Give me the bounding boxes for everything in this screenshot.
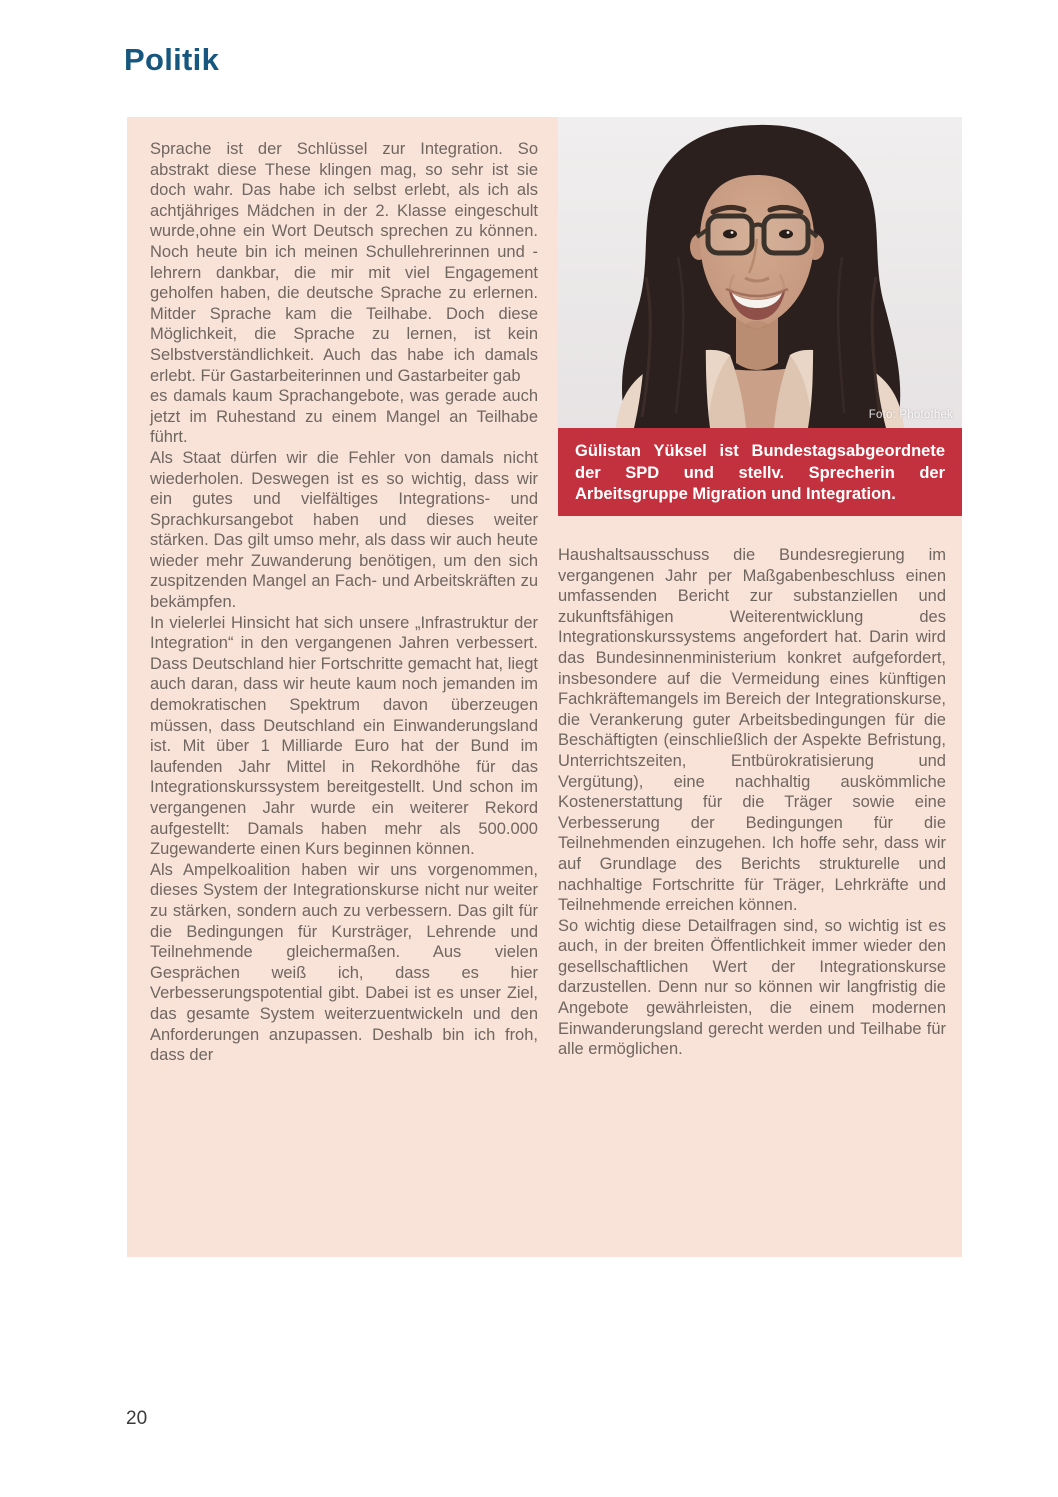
portrait-illustration [558, 117, 962, 428]
photo-caption-text: Gülistan Yüksel ist Bundestagsabgeordnete der SPD und stellv. Sprecherin der Arbeitsgruppe Migration und Integration. [575, 442, 945, 503]
body-paragraph: Haushaltsausschuss die Bundesregierung im vergangenen Jahr per Maßgabenbeschluss einen umfassenden Bericht zur substanziellen und zukunftsfähigen Weiterentwicklung des Integrationskurssystems angefordert hat. Darin wird das Bundesinnenministerium konkret aufgefordert, insbesondere auf die Vermeidung eines künftigen Fachkräftemangels im Bereich der Integrationskurse, die Verankerung guter Arbeitsbedingungen für die Beschäftigten (einschließlich der Aspekte Befristung, Unterrichtszeiten, Entbürokratisierung und Vergütung), eine nachhaltig auskömmliche Kostenerstattung für die Träger sowie eine Verbesserung der Bedingungen für die Teilnehmenden einzugehen. Ich hoffe sehr, dass wir auf Grundlage des Berichts strukturelle und nachhaltige Fortschritte für Träger, Lehrkräfte und Teilnehmende erreichen können. [558, 546, 946, 915]
photo-caption [558, 428, 962, 516]
body-paragraph: Als Ampelkoalition haben wir uns vorgenommen, dieses System der Integrationskurse nicht nur weiter zu stärken, sondern auch zu verbessern. Das gilt für die Bedingungen für Kursträger, Lehrende und Teilnehmende gleichermaßen. Aus vielen Gesprächen weiß ich, dass es hier Verbesserungspotential gibt. Dabei ist es unser Ziel, das gesamte System weiterzuentwickeln und den Anforderungen anzupassen. Deshalb bin ich froh, dass der [150, 860, 538, 1065]
left-column [150, 139, 538, 1066]
body-paragraph: Als Staat dürfen wir die Fehler von damals nicht wiederholen. Deswegen ist es so wichtig, dass wir ein gutes und vielfältiges Integrations- und Sprachkursangebot haben und dieses weiter stärken. Das gilt umso mehr, als dass wir auch heute wieder mehr Zuwanderung benötigen, um den sich zuspitzenden Mangel an Fach- und Arbeitskräften zu bekämpfen. [150, 448, 538, 612]
portrait-photo [558, 117, 962, 428]
body-paragraph: So wichtig diese Detailfragen sind, so wichtig ist es auch, in der breiten Öffentlichkeit immer wieder den gesellschaftlichen Wert der Integrationskurse darzustellen. Denn nur so können wir langfristig die Angebote gewährleisten, die einem modernen Einwanderungsland gerecht werden und Teilhabe für alle ermöglichen. [558, 916, 946, 1059]
right-column [558, 545, 946, 1060]
page-number: 20 [126, 1408, 148, 1429]
body-paragraph: es damals kaum Sprachangebote, was gerade auch jetzt im Ruhestand zu einem Mangel an Teilhabe führt. [150, 387, 538, 447]
body-paragraph: In vielerlei Hinsicht hat sich unsere „Infrastruktur der Integration“ in den vergangenen Jahren verbessert. Dass Deutschland hier Fortschritte gemacht hat, liegt auch daran, dass wir heute kaum noch jemanden im demokratischen Spektrum davon überzeugen müssen, dass Deutschland ein Einwanderungsland ist. Mit über 1 Milliarde Euro hat der Bund im laufenden Jahr Mittel in Rekordhöhe für das Integrationskurssystem bereitgestellt. Und schon im vergangenen Jahr wurde ein weiterer Rekord aufgestellt: Damals haben mehr als 500.000 Zugewanderte einen Kurs beginnen können. [150, 613, 538, 859]
body-paragraph: Sprache ist der Schlüssel zur Integration. So abstrakt diese These klingen mag, so sehr ist sie doch wahr. Das habe ich selbst erlebt, als ich als achtjähriges Mädchen in der 2. Klasse eingeschult wurde,ohne ein Wort Deutsch sprechen zu können. Noch heute bin ich meinen Schullehrerinnen und -lehrern dankbar, die mir mit viel Engagement geholfen haben, die deutsche Sprache zu erlernen. Mitder Sprache kam die Teilhabe. Doch diese Möglichkeit, die Sprache zu lernen, ist kein Selbstverständlichkeit. Auch das habe ich damals erlebt. Für Gastarbeiterinnen und Gastarbeiter gab [150, 140, 538, 385]
photo-credit: Foto: Photothek [868, 409, 953, 421]
content-panel [127, 117, 962, 1257]
page-title: Politik [124, 42, 220, 77]
